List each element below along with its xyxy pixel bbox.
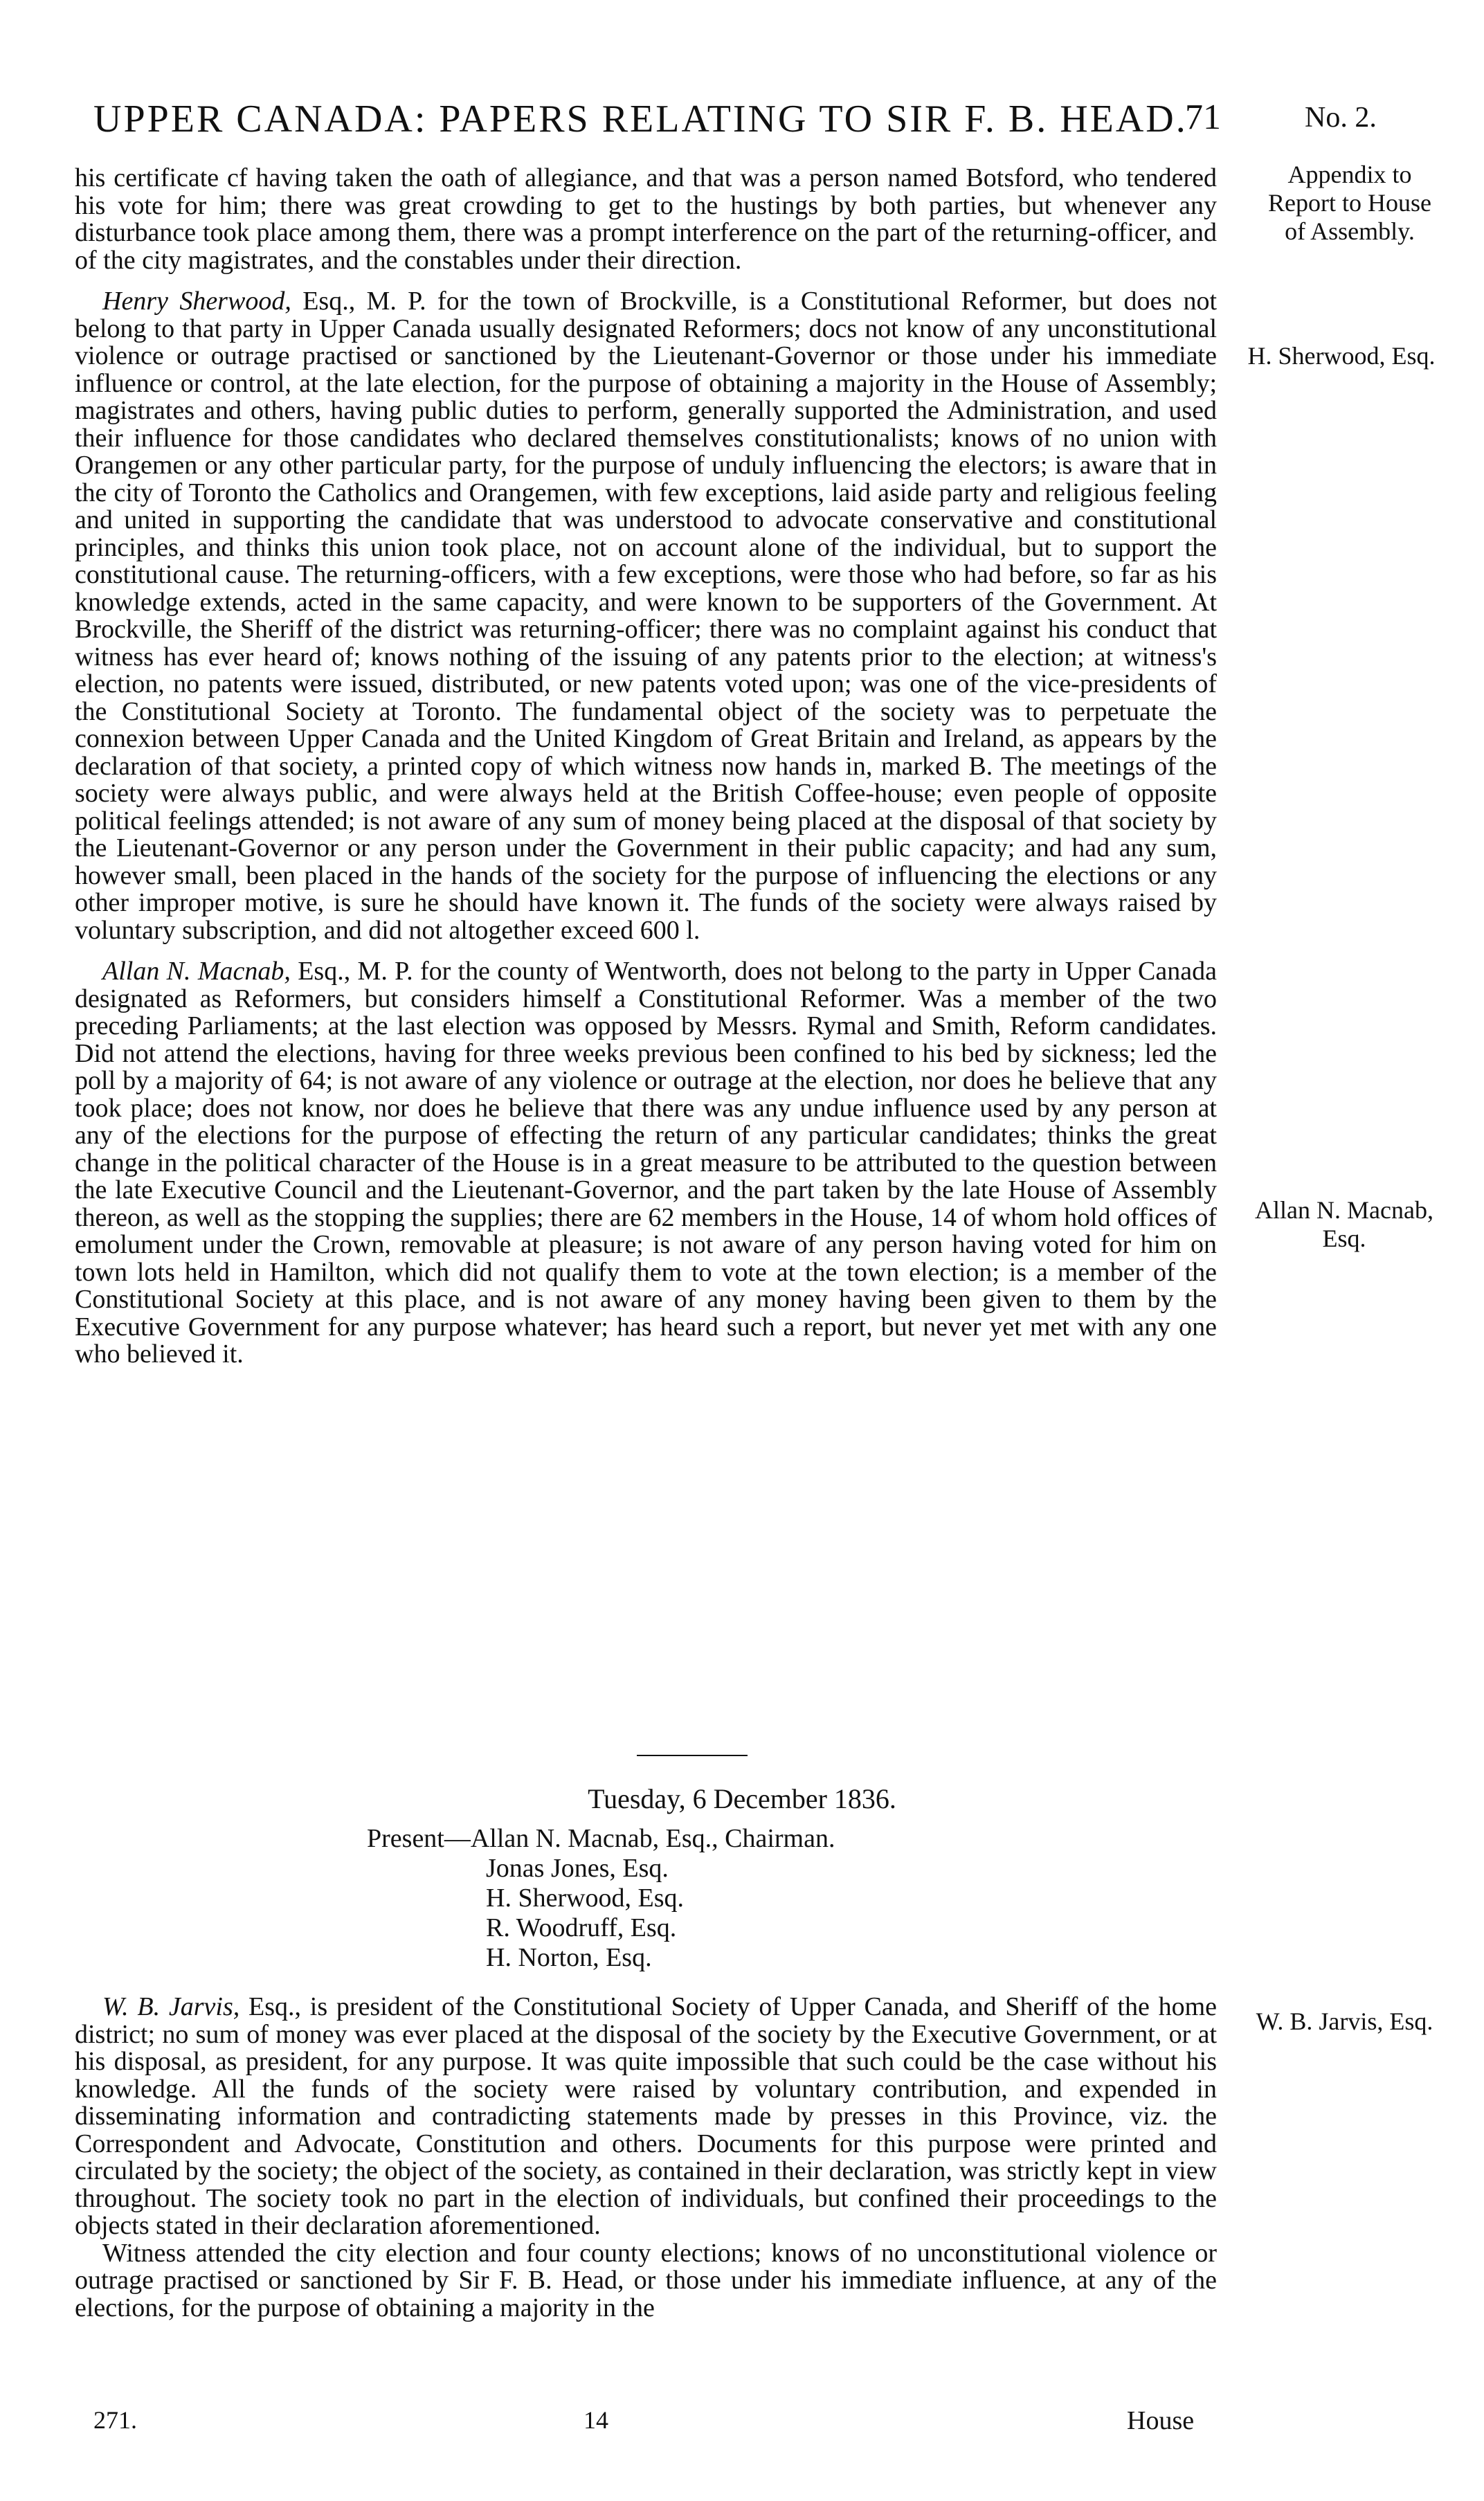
sidenote-macnab [1233, 1196, 1455, 1253]
sidenote-jarvis: W. B. Jarvis, Esq. [1256, 2007, 1433, 2035]
testimony-jarvis: Esq., is president of the Constitutional Society of Upper Canada, and Sheriff of the home district; no sum of money was ever placed at the disposal of the society by the Executive Government, or at his disposal, as president, for any purpose. It was quite impossible that such could be the case without his knowledge. All the funds of the society were raised by voluntary contribution, and expended in disseminating information and contradicting statements made by presses in this Province, viz. the Correspondent and Advocate, Constitution and others. Documents for this purpose were printed and circulated by the society; the object of the society, as contained in their declaration, was strictly kept in view throughout. The society took no part in the election of individuals, but confined their proceedings to the objects stated in their declaration aforementioned. [75, 1992, 1218, 2240]
present-members [367, 1824, 835, 1973]
witness-name-jarvis: W. B. Jarvis, [102, 1992, 240, 2021]
sidenote-macnab-line-1: Allan N. Macnab, [1255, 1196, 1433, 1224]
signature-mark: 271. [93, 2406, 137, 2434]
sidenote-macnab-line-2: Esq. [1322, 1225, 1366, 1252]
paragraph-botsford: his certificate cf having taken the oath of allegiance, and that was a person named Botsford, who tendered his vote for him; there was great crowding to get to the hustings by both parties, but whenever any disturbance took place among them, there was a prompt interference on the part of the returning-officer, and of the city magistrates, and the constables under their direction. [75, 163, 1217, 275]
paragraph-sherwood [75, 288, 1217, 944]
catchword: House [1127, 2406, 1195, 2435]
member-name: H. Sherwood, Esq. [486, 1884, 685, 1913]
sidenote-appendix-line-2: Report to House [1268, 189, 1431, 217]
sidenote-appendix [1246, 161, 1454, 246]
witness-name-macnab: Allan N. Macnab, [102, 957, 291, 986]
main-text-lower [75, 1994, 1217, 2336]
paragraph-macnab [75, 958, 1217, 1369]
testimony-sherwood: Esq., M. P. for the town of Brockville, is a Constitutional Reformer, but does not belong to that party in Upper Canada usually designated Reformers; docs not know of any unconstitutional violence or outrage practised or sanctioned by the Lieutenant-Governor or those under his immediate influence or control, at the late election, for the purpose of obtaining a majority in the House of Assembly; magistrates and others, having public duties to perform, generally supported the Administration, and used their influence for those candidates who declared themselves constitutionalists; knows of no union with Orangemen or any other particular party, for the purpose of unduly influencing the electors; is aware that in the city of Toronto the Catholics and Orangemen, with few exceptions, laid aside party and religious feeling and united in supporting the candidate that was understood to advocate conservative and constitutional principles, and thinks this union took place, not on account alone of the individual, but to support the constitutional cause. The returning-officers, with a few exceptions, were those who had before, so far as his knowledge extends, acted in the same capacity, and were known to be supporters of the Government. At Brockville, the Sheriff of the district was returning-officer; there was no complaint against his conduct that witness has ever heard of; knows nothing of the issuing of any patents prior to the election; at witness's election, no patents were issued, distributed, or new patents voted upon; was one of the vice-presidents of the Constitutional Society at Toronto. The fundamental object of the society was to perpetuate the connexion between Upper Canada and the United Kingdom of Great Britain and Ireland, as appears by the declaration of that society, a printed copy of which witness now hands in, marked B. The meetings of the society were always public, and were always held at the British Coffee-house; even people of opposite political feelings attended; is not aware of any sum of money being placed at the disposal of that society by the Lieutenant-Governor or any person under the Government in their public capacity; and had any sum, however small, been placed in the hands of the society for the purpose of influencing the elections or any other improper motive, is sure he should have known it. The funds of the society were always raised by voluntary subscription, and did not altogether exceed 600 l. [75, 287, 1218, 945]
member-name: R. Woodruff, Esq. [486, 1913, 677, 1942]
sidenote-appendix-line-3: of Assembly. [1285, 217, 1415, 245]
testimony-macnab: Esq., M. P. for the county of Wentworth, does not belong to the party in Upper Canada designated as Reformers, but considers himself a Constitutional Reformer. Was a member of the two preceding Parliaments; at the last election was opposed by Messrs. Rymal and Smith, Reform candidates. Did not attend the elections, having for three weeks previous been confined to his bed by sickness; led the poll by a majority of 64; is not aware of any violence or outrage at the election, nor does he believe that any took place; does not know, nor does he believe that there was any undue influence used by any person at any of the elections for the purpose of effecting the return of any particular candidates; thinks the great change in the political character of the House is in a great measure to be attributed to the question between the late Executive Council and the Lieutenant-Governor, and the part taken by the late House of Assembly thereon, as well as the stopping the supplies; there are 62 members in the House, 14 of whom hold offices of emolument under the Crown, removable at pleasure; is not aware of any person having voted for him on town lots held in Hamilton, which did not qualify them to vote at the town election; is a member of the Constitutional Society at this place, and is not aware of any money having been given to them by the Executive Government for any purpose whatever; has heard such a report, but never yet met with any one who believed it. [75, 957, 1217, 1369]
witness-name-sherwood: Henry Sherwood, [102, 287, 291, 316]
session-date: Tuesday, 6 December 1836. [588, 1783, 896, 1814]
member-name: H. Norton, Esq. [486, 1943, 652, 1972]
main-text-upper [75, 165, 1217, 1382]
page-number: 71 [1185, 98, 1221, 137]
paragraph-jarvis [75, 1994, 1217, 2240]
sidenote-appendix-line-1: Appendix to [1287, 161, 1412, 188]
document-number: No. 2. [1305, 102, 1377, 134]
running-head-title: UPPER CANADA: PAPERS RELATING TO SIR F. B. HEAD. [93, 98, 1188, 141]
paragraph-witness-elections: Witness attended the city election and four county elections; knows of no unconstitutional violence or outrage practised or sanctioned by Sir F. B. Head, or those under his immediate influence, at any of the elections, for the purpose of obtaining a majority in the [75, 2238, 1217, 2322]
present-chairman: Present—Allan N. Macnab, Esq., Chairman. [367, 1824, 835, 1853]
section-divider [637, 1755, 748, 1756]
member-name: Jonas Jones, Esq. [486, 1854, 669, 1883]
gathering-mark: 14 [583, 2406, 608, 2434]
sidenote-sherwood: H. Sherwood, Esq. [1247, 342, 1436, 370]
